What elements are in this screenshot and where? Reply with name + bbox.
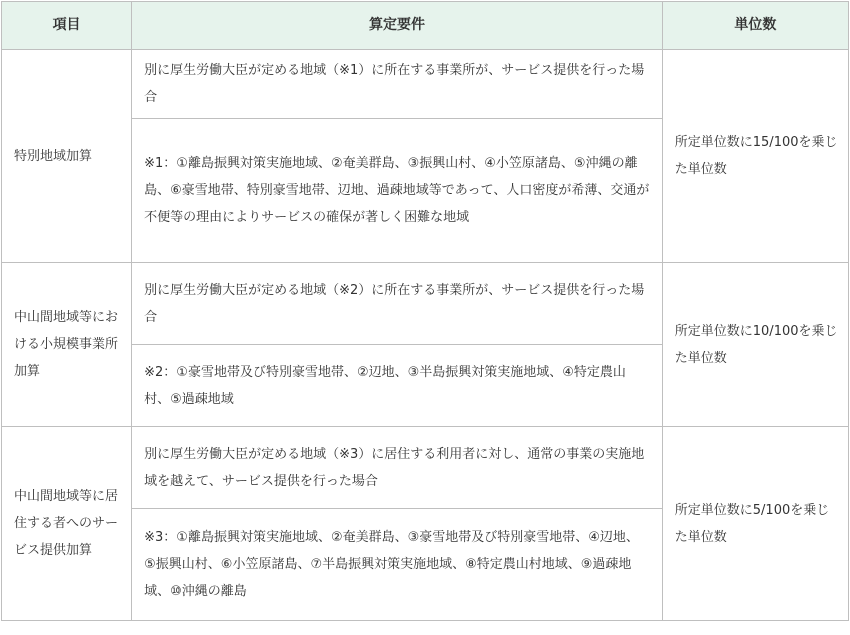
header-requirement: 算定要件 [132, 2, 663, 50]
requirement-main: 別に厚生労働大臣が定める地域（※3）に居住する利用者に対し、通常の事業の実施地域を越えて、サービス提供を行った場合 [132, 427, 663, 509]
units-cell: 所定単位数に15/100を乗じた単位数 [662, 50, 848, 263]
header-item: 項目 [2, 2, 132, 50]
item-cell: 中山間地域等における小規模事業所加算 [2, 263, 132, 427]
requirement-note: ※2：①豪雪地帯及び特別豪雪地帯、②辺地、③半島振興対策実施地域、④特定農山村、⑤過疎地域 [132, 345, 663, 427]
table-row [2, 50, 849, 119]
table-row [2, 427, 849, 509]
requirement-main: 別に厚生労働大臣が定める地域（※2）に所在する事業所が、サービス提供を行った場合 [132, 263, 663, 345]
requirement-note: ※3：①離島振興対策実施地域、②奄美群島、③豪雪地帯及び特別豪雪地帯、④辺地、⑤振興山村、⑥小笠原諸島、⑦半島振興対策実施地域、⑧特定農山村地域、⑨過疎地域、⑩沖縄の離島 [132, 509, 663, 621]
item-cell: 中山間地域等に居住する者へのサービス提供加算 [2, 427, 132, 621]
header-row [2, 2, 849, 50]
addition-table [1, 1, 849, 621]
table-row [2, 263, 849, 345]
item-cell: 特別地域加算 [2, 50, 132, 263]
units-cell: 所定単位数に5/100を乗じた単位数 [662, 427, 848, 621]
requirement-note: ※1：①離島振興対策実施地域、②奄美群島、③振興山村、④小笠原諸島、⑤沖縄の離島、⑥豪雪地帯、特別豪雪地帯、辺地、過疎地域等であって、人口密度が希薄、交通が不便等の理由によりサービスの確保が著しく困難な地域 [132, 119, 663, 263]
units-cell: 所定単位数に10/100を乗じた単位数 [662, 263, 848, 427]
requirement-main: 別に厚生労働大臣が定める地域（※1）に所在する事業所が、サービス提供を行った場合 [132, 50, 663, 119]
header-units: 単位数 [662, 2, 848, 50]
